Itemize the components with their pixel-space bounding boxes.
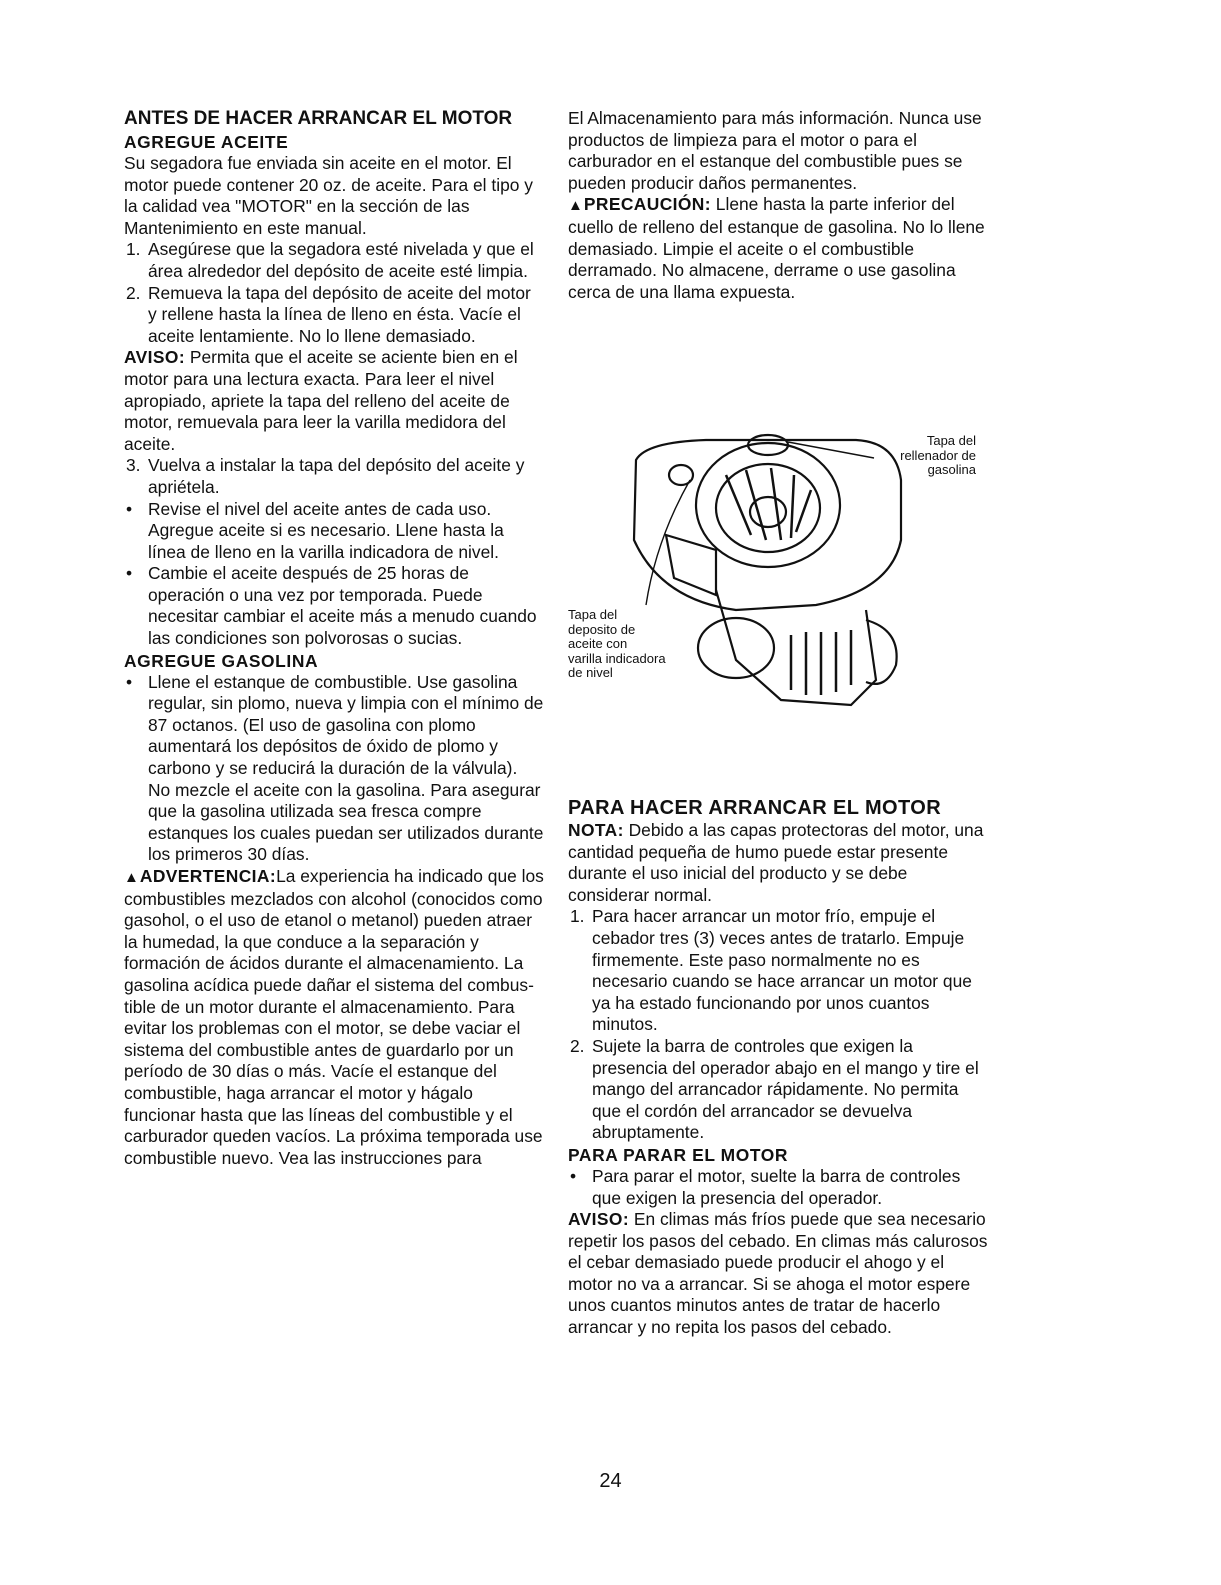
aviso-label: AVISO: — [124, 347, 186, 368]
oil-bullets — [124, 499, 544, 650]
bullet-marker: • — [570, 1165, 577, 1186]
gas-heading: AGREGUE GASOLINA — [124, 650, 319, 671]
step-text: Para hacer arrancar un motor frío, empuje el cebador tres (3) veces antes de tratarlo. Empuje firmemente. Este paso normalmente no es necesario cuando se hace arrancar un motor que ya ha estado funcionando por unos cuantos minutos. — [592, 906, 972, 1035]
oil-step-1 — [124, 239, 544, 282]
stop-bullet — [568, 1166, 988, 1209]
oil-aviso — [124, 347, 544, 455]
warning-text: La experiencia ha indicado que los combustibles mezclados con alcohol (conocidos como gasohol, o el uso de etanol o metanol) pueden atraer la humedad, la que conduce a la separación y formación de ácidos durante el almacenamiento. La gasolina acídica puede dañar el sistema del combus-tible de un motor durante el almacenamiento. Para evitar los problemas con el motor, se debe vaciar el sistema del combustible antes de guardarlo por un período de 30 días o más. Vacíe el estanque del combustible, haga arrancar el motor y hágalo funcionar hasta que las líneas del combustible y el carburador queden vacíos. La próxima temporada use combustible nuevo. Vea las instrucciones para — [124, 866, 544, 1168]
oil-cap-label: Tapa del deposito de aceite con varilla indicadora de nivel — [568, 607, 666, 680]
step-text: Remueva la tapa del depósito de aceite del motor y rellene hasta la línea de lleno en ésta. Vacíe el aceite lentamiente. No lo llene demasiado. — [148, 282, 531, 346]
oil-step-3-list — [124, 455, 544, 498]
bullet-marker: • — [126, 671, 133, 692]
left-column — [124, 108, 544, 1169]
warning-triangle-icon: ▲ — [124, 869, 139, 886]
bullet-marker: • — [126, 498, 133, 519]
start-step-2 — [568, 1036, 988, 1144]
oil-steps — [124, 239, 544, 347]
bullet-text: Llene el estanque de combustible. Use gasolina regular, sin plomo, nueva y limpia con el mínimo de 87 octanos. (El uso de gasolina con plomo aumentará los depósitos de óxido de plomo y carbono y se reducirá la duración de la válvula). No mezcle el aceite con la gasolina. Para asegurar que la gasolina utilizada sea fresca compre estanques los cuales puedan ser utilizados durante los primeros 30 días. — [148, 671, 544, 865]
continued-text: El Almacenamiento para más información. Nunca use productos de limpieza para el motor o para el carburador en el estanque del combustible pues se pueden producir daños permanentes. — [568, 108, 982, 193]
nota-paragraph — [568, 820, 988, 906]
caution-label: PRECAUCIÓN: — [583, 194, 711, 215]
aviso-text: En climas más fríos puede que sea necesario repetir los pasos del cebado. En climas más calurosos el cebar demasiado puede producir el ahogo y el motor no va a arrancar. Si se ahoga el motor espere unos cuantos minutos antes de tratar de hacerlo arrancar y no repita los pasos del cebado. — [568, 1209, 988, 1338]
bullet-text: Para parar el motor, suelte la barra de controles que exigen la presencia del operador. — [592, 1165, 961, 1208]
step-marker: 1. — [126, 239, 141, 260]
right-column-top — [568, 108, 988, 303]
start-step-1 — [568, 906, 988, 1036]
step-text: Asegúrese que la segadora esté nivelada y que el área alrededor del depósito de aceite esté limpia. — [148, 239, 534, 281]
step-marker: 1. — [570, 906, 585, 927]
warning-triangle-icon: ▲ — [568, 197, 583, 215]
oil-bullet-1 — [124, 499, 544, 564]
stop-bullets — [568, 1166, 988, 1209]
nota-text: Debido a las capas protectoras del motor, una cantidad pequeña de humo puede estar presente durante el uso inicial del producto y se debe considerar normal. — [568, 820, 984, 905]
warning-label: ADVERTENCIA: — [139, 866, 277, 886]
engine-figure — [566, 420, 996, 720]
start-heading: PARA HACER ARRANCAR EL MOTOR — [568, 797, 942, 819]
fuel-cap-label: Tapa del rellenador de gasolina — [900, 433, 976, 477]
bullet-text: Revise el nivel del aceite antes de cada uso. Agregue aceite si es necesario. Llene hasta la línea de lleno en la varilla indicadora de nivel. — [148, 498, 504, 562]
bullet-marker: • — [126, 563, 133, 584]
page-number: 24 — [599, 1470, 622, 1492]
start-steps — [568, 906, 988, 1144]
stop-heading: PARA PARAR EL MOTOR — [568, 1144, 789, 1165]
step-marker: 2. — [126, 282, 141, 303]
step-marker: 2. — [570, 1035, 585, 1056]
bullet-text: Cambie el aceite después de 25 horas de operación o una vez por temporada. Puede necesitar cambiar el aceite más a menudo cuando las condiciones son polvorosas o sucias. — [148, 563, 537, 649]
stop-aviso — [568, 1209, 988, 1339]
gas-bullets — [124, 672, 544, 866]
step-text: Sujete la barra de controles que exigen la presencia del operador abajo en el mango y tire el mango del arrancador rápidamente. No permita que el cordón del arrancador se devuelva abruptamente. — [592, 1035, 979, 1143]
oil-bullet-2 — [124, 563, 544, 649]
aviso-label: AVISO: — [568, 1209, 630, 1230]
gas-warning — [124, 866, 544, 1169]
oil-heading: AGREGUE ACEITE — [124, 132, 289, 152]
step-text: Vuelva a instalar la tapa del depósito del aceite y apriétela. — [148, 455, 525, 497]
aviso-text: Permita que el aceite se aciente bien en el motor para una lectura exacta. Para leer el nivel apropiado, apriete la tapa del relleno del aceite de motor, remuevala para leer la varilla medidora del aceite. — [124, 347, 518, 454]
section-title: ANTES DE HACER ARRANCAR EL MOTOR — [124, 108, 513, 129]
caution-paragraph — [568, 194, 988, 303]
oil-intro: Su segadora fue enviada sin aceite en el motor. El motor puede contener 20 oz. de aceite. Para el tipo y la calidad vea "MOTOR" en la sección de las Mantenimiento en este manual. — [124, 153, 533, 238]
step-marker: 3. — [126, 455, 141, 476]
nota-label: NOTA: — [568, 820, 624, 840]
oil-step-2 — [124, 283, 544, 348]
right-column-bottom — [568, 796, 988, 1339]
gas-bullet — [124, 672, 544, 866]
caution-text: Llene hasta la parte inferior del cuello de relleno del estanque de gasolina. No lo llene demasiado. Limpie el aceite o el combustible derramado. No almacene, derrame o use gasolina cerca de una llama expuesta. — [568, 194, 985, 302]
oil-step-3 — [124, 455, 544, 498]
